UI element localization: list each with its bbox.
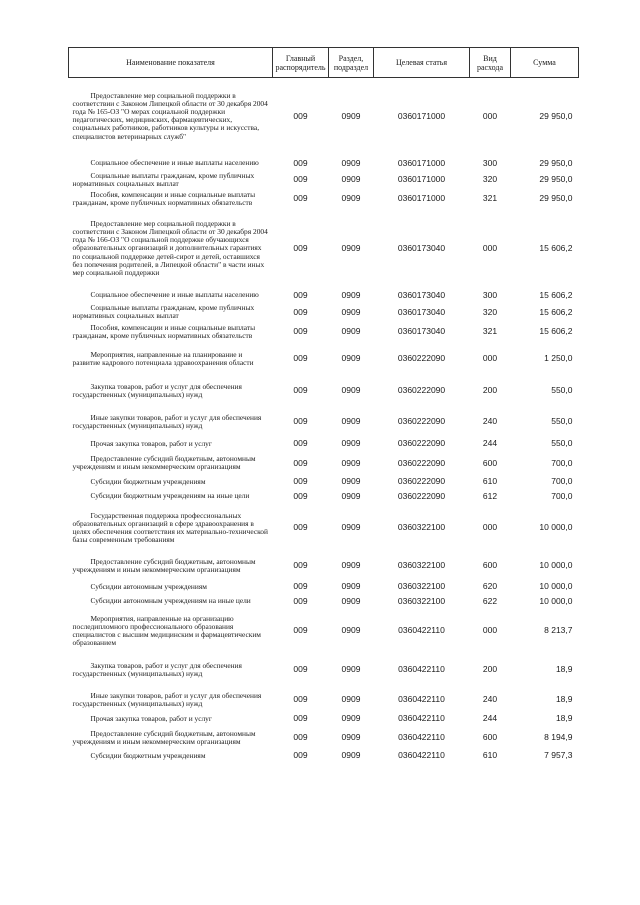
row-razdel: 0909 xyxy=(341,157,361,168)
table-row xyxy=(69,488,579,505)
table-row xyxy=(69,688,579,712)
row-sum: 15 606,2 xyxy=(539,306,573,317)
row-sum: 10 000,0 xyxy=(539,560,573,571)
row-razdel: 0909 xyxy=(341,625,361,636)
row-glava: 009 xyxy=(293,306,308,317)
row-name: Субсидии бюджетным учреждениям на иные цели xyxy=(90,491,250,501)
row-name: Пособия, компенсации и иные социальные выплаты гражданам, кроме публичных нормативных обязательств xyxy=(72,322,256,340)
row-sum: 8 194,9 xyxy=(544,732,573,743)
row-razdel: 0909 xyxy=(341,560,361,571)
row-cs: 0360171000 xyxy=(397,193,446,204)
row-vr: 200 xyxy=(482,664,498,675)
table-row xyxy=(69,712,579,726)
row-razdel: 0909 xyxy=(341,595,361,606)
row-cs: 0360222090 xyxy=(397,385,446,396)
row-vr: 610 xyxy=(482,476,498,487)
row-vr: 000 xyxy=(482,353,498,364)
row-vr: 300 xyxy=(482,289,498,300)
row-glava: 009 xyxy=(293,174,308,185)
header-cs: Целевая статья xyxy=(374,48,470,78)
row-razdel: 0909 xyxy=(341,522,361,533)
row-name: Мероприятия, направленные на планирование и развитие кадрового потенциала здравоохранения области xyxy=(72,349,254,367)
row-name: Социальные выплаты гражданам, кроме публичных нормативных социальных выплат xyxy=(72,303,255,321)
row-cs: 0360322100 xyxy=(397,560,446,571)
row-vr: 000 xyxy=(482,522,498,533)
row-cs: 0360422110 xyxy=(398,750,445,761)
row-razdel: 0909 xyxy=(341,664,361,675)
header-glava: Главный распорядитель xyxy=(273,48,329,78)
row-vr: 620 xyxy=(482,581,498,592)
row-name: Иные закупки товаров, работ и услуг для обеспечения государственных (муниципальных) нужд xyxy=(72,412,262,430)
row-vr: 610 xyxy=(482,750,498,761)
row-glava: 009 xyxy=(293,289,308,300)
row-sum: 29 950,0 xyxy=(539,157,573,168)
table-row xyxy=(69,78,579,155)
table-row xyxy=(69,172,579,188)
row-razdel: 0909 xyxy=(341,416,361,427)
row-name: Социальное обеспечение и иные выплаты населению xyxy=(90,290,259,300)
row-name: Государственная поддержка профессиональных образовательных организаций в сфере здравоохранения в целях обеспечения соответствия их материально-технической базы современным требованиям xyxy=(72,510,268,545)
table-row xyxy=(69,188,579,210)
row-vr: 200 xyxy=(482,385,498,396)
row-cs: 0360222090 xyxy=(397,476,446,487)
row-glava: 009 xyxy=(293,713,308,724)
row-cs: 0360222090 xyxy=(397,353,446,364)
row-vr: 622 xyxy=(482,595,498,606)
row-name: Иные закупки товаров, работ и услуг для обеспечения государственных (муниципальных) нужд xyxy=(72,690,262,708)
row-glava: 009 xyxy=(293,694,308,705)
row-cs: 0360422110 xyxy=(398,732,445,743)
row-sum: 18,9 xyxy=(555,713,573,724)
row-sum: 15 606,2 xyxy=(539,289,573,300)
row-sum: 700,0 xyxy=(551,457,573,468)
row-vr: 240 xyxy=(482,416,498,427)
row-glava: 009 xyxy=(293,595,308,606)
row-sum: 550,0 xyxy=(551,416,573,427)
table-row xyxy=(69,726,579,750)
header-razdel: Раздел, подраздел xyxy=(329,48,374,78)
row-sum: 1 250,0 xyxy=(544,353,573,364)
row-sum: 550,0 xyxy=(551,385,573,396)
row-vr: 321 xyxy=(482,193,498,204)
row-glava: 009 xyxy=(293,664,308,675)
row-sum: 18,9 xyxy=(555,694,573,705)
row-razdel: 0909 xyxy=(341,732,361,743)
row-vr: 321 xyxy=(482,326,498,337)
row-glava: 009 xyxy=(293,625,308,636)
row-glava: 009 xyxy=(293,353,308,364)
row-glava: 009 xyxy=(293,416,308,427)
row-sum: 8 213,7 xyxy=(544,625,573,636)
row-name: Предоставление субсидий бюджетным, автономным учреждениям и иным некоммерческим организациям xyxy=(72,556,256,574)
row-razdel: 0909 xyxy=(341,110,361,121)
row-cs: 0360422110 xyxy=(398,713,445,724)
row-razdel: 0909 xyxy=(341,476,361,487)
row-glava: 009 xyxy=(293,560,308,571)
row-glava: 009 xyxy=(293,385,308,396)
table-row xyxy=(69,581,579,593)
table-row xyxy=(69,321,579,343)
row-sum: 10 000,0 xyxy=(539,581,573,592)
row-name: Мероприятия, направленные на организацию последипломного профессионального образования специалистов с высшим медицинским и фармацевтическим образованием xyxy=(72,613,261,648)
row-cs: 0360173040 xyxy=(397,242,446,253)
table-row xyxy=(69,505,579,551)
header-name: Наименование показателя xyxy=(69,48,273,78)
row-razdel: 0909 xyxy=(341,326,361,337)
row-sum: 18,9 xyxy=(555,664,573,675)
row-glava: 009 xyxy=(293,581,308,592)
budget-table xyxy=(68,47,579,762)
row-vr: 000 xyxy=(482,242,498,253)
row-glava: 009 xyxy=(293,732,308,743)
row-cs: 0360222090 xyxy=(397,457,446,468)
table-row xyxy=(69,210,579,287)
row-name: Предоставление мер социальной поддержки в соответствии с Законом Липецкой области от 30 декабря 2004 года № 166-ОЗ "О социальной поддержке обучающихся образовательных организаций и дополнительных гарантиях по социальной поддержке детей-сирот и детей, оставшихся без попечения родителей, в Липецкой области" в части иных мер социальной поддержки xyxy=(72,218,268,277)
row-vr: 320 xyxy=(482,174,498,185)
row-cs: 0360173040 xyxy=(397,289,446,300)
row-name: Предоставление субсидий бюджетным, автономным учреждениям и иным некоммерческим организациям xyxy=(72,728,256,746)
row-vr: 600 xyxy=(482,457,498,468)
row-cs: 0360222090 xyxy=(397,416,446,427)
table-row xyxy=(69,610,579,652)
row-glava: 009 xyxy=(293,490,308,501)
row-sum: 10 000,0 xyxy=(539,595,573,606)
row-razdel: 0909 xyxy=(341,353,361,364)
header-sum: Сумма xyxy=(511,48,579,78)
table-row xyxy=(69,551,579,581)
row-glava: 009 xyxy=(293,438,308,449)
row-sum: 550,0 xyxy=(551,438,573,449)
row-vr: 600 xyxy=(482,560,498,571)
row-razdel: 0909 xyxy=(341,438,361,449)
row-name: Закупка товаров, работ и услуг для обеспечения государственных (муниципальных) нужд xyxy=(72,381,242,399)
row-razdel: 0909 xyxy=(341,289,361,300)
row-name: Предоставление субсидий бюджетным, автономным учреждениям и иным некоммерческим организациям xyxy=(72,454,256,472)
row-cs: 0360422110 xyxy=(398,694,445,705)
row-vr: 244 xyxy=(482,438,498,449)
table-row xyxy=(69,375,579,407)
table-row xyxy=(69,652,579,688)
row-vr: 244 xyxy=(482,713,498,724)
row-sum: 29 950,0 xyxy=(539,174,573,185)
row-name: Прочая закупка товаров, работ и услуг xyxy=(90,713,212,723)
row-sum: 29 950,0 xyxy=(539,110,573,121)
row-razdel: 0909 xyxy=(341,242,361,253)
row-sum: 15 606,2 xyxy=(539,326,573,337)
row-name: Прочая закупка товаров, работ и услуг xyxy=(90,438,212,448)
row-glava: 009 xyxy=(293,242,308,253)
row-cs: 0360322100 xyxy=(397,522,446,533)
row-razdel: 0909 xyxy=(341,193,361,204)
row-cs: 0360173040 xyxy=(397,326,446,337)
row-cs: 0360173040 xyxy=(397,306,446,317)
row-name: Субсидии бюджетным учреждениям xyxy=(90,476,206,486)
header-vr: Вид расхода xyxy=(470,48,511,78)
table-row xyxy=(69,304,579,321)
row-glava: 009 xyxy=(293,326,308,337)
row-glava: 009 xyxy=(293,476,308,487)
row-sum: 10 000,0 xyxy=(539,522,573,533)
row-name: Закупка товаров, работ и услуг для обеспечения государственных (муниципальных) нужд xyxy=(72,660,242,678)
row-razdel: 0909 xyxy=(341,750,361,761)
table-row xyxy=(69,750,579,762)
row-sum: 29 950,0 xyxy=(539,193,573,204)
row-name: Пособия, компенсации и иные социальные выплаты гражданам, кроме публичных нормативных обязательств xyxy=(72,189,256,207)
row-name: Субсидии автономным учреждениям xyxy=(90,581,207,591)
table-row xyxy=(69,407,579,437)
row-cs: 0360422110 xyxy=(398,625,445,636)
row-vr: 240 xyxy=(482,694,498,705)
row-name: Социальное обеспечение и иные выплаты населению xyxy=(90,157,259,167)
row-name: Субсидии автономным учреждениям на иные цели xyxy=(90,596,251,606)
row-cs: 0360171000 xyxy=(397,110,446,121)
row-name: Социальные выплаты гражданам, кроме публичных нормативных социальных выплат xyxy=(72,170,255,188)
row-razdel: 0909 xyxy=(341,713,361,724)
row-cs: 0360171000 xyxy=(397,174,446,185)
row-name: Предоставление мер социальной поддержки в соответствии с Законом Липецкой области от 30 декабря 2004 года № 165-ОЗ "О мерах социальной поддержки педагогических, медицинских, фармацевтических, социальных работников, работников культуры и искусства, специалистов ветеринарных служб" xyxy=(72,90,268,141)
row-razdel: 0909 xyxy=(341,385,361,396)
row-razdel: 0909 xyxy=(341,581,361,592)
row-glava: 009 xyxy=(293,110,308,121)
row-sum: 700,0 xyxy=(551,476,573,487)
row-glava: 009 xyxy=(293,193,308,204)
table-row xyxy=(69,476,579,488)
row-vr: 000 xyxy=(482,110,498,121)
table-row xyxy=(69,451,579,476)
row-cs: 0360222090 xyxy=(397,438,446,449)
row-sum: 700,0 xyxy=(551,490,573,501)
row-glava: 009 xyxy=(293,750,308,761)
row-sum: 7 957,3 xyxy=(544,750,573,761)
row-cs: 0360422110 xyxy=(398,664,445,675)
row-glava: 009 xyxy=(293,457,308,468)
row-razdel: 0909 xyxy=(341,306,361,317)
table-row xyxy=(69,343,579,375)
table-header xyxy=(69,48,579,78)
table-row xyxy=(69,155,579,172)
row-razdel: 0909 xyxy=(341,457,361,468)
row-name: Субсидии бюджетным учреждениям xyxy=(90,750,206,760)
row-vr: 600 xyxy=(482,732,498,743)
row-cs: 0360171000 xyxy=(397,157,446,168)
row-cs: 0360322100 xyxy=(397,595,446,606)
row-razdel: 0909 xyxy=(341,174,361,185)
row-cs: 0360222090 xyxy=(397,490,446,501)
row-razdel: 0909 xyxy=(341,490,361,501)
row-cs: 0360322100 xyxy=(397,581,446,592)
table-body xyxy=(69,78,579,762)
row-razdel: 0909 xyxy=(341,694,361,705)
row-glava: 009 xyxy=(293,522,308,533)
row-vr: 000 xyxy=(482,625,498,636)
row-vr: 300 xyxy=(482,157,498,168)
row-glava: 009 xyxy=(293,157,308,168)
table-row xyxy=(69,287,579,304)
row-sum: 15 606,2 xyxy=(539,242,573,253)
table-row xyxy=(69,437,579,451)
table-row xyxy=(69,593,579,610)
row-vr: 612 xyxy=(482,490,498,501)
row-vr: 320 xyxy=(482,306,498,317)
